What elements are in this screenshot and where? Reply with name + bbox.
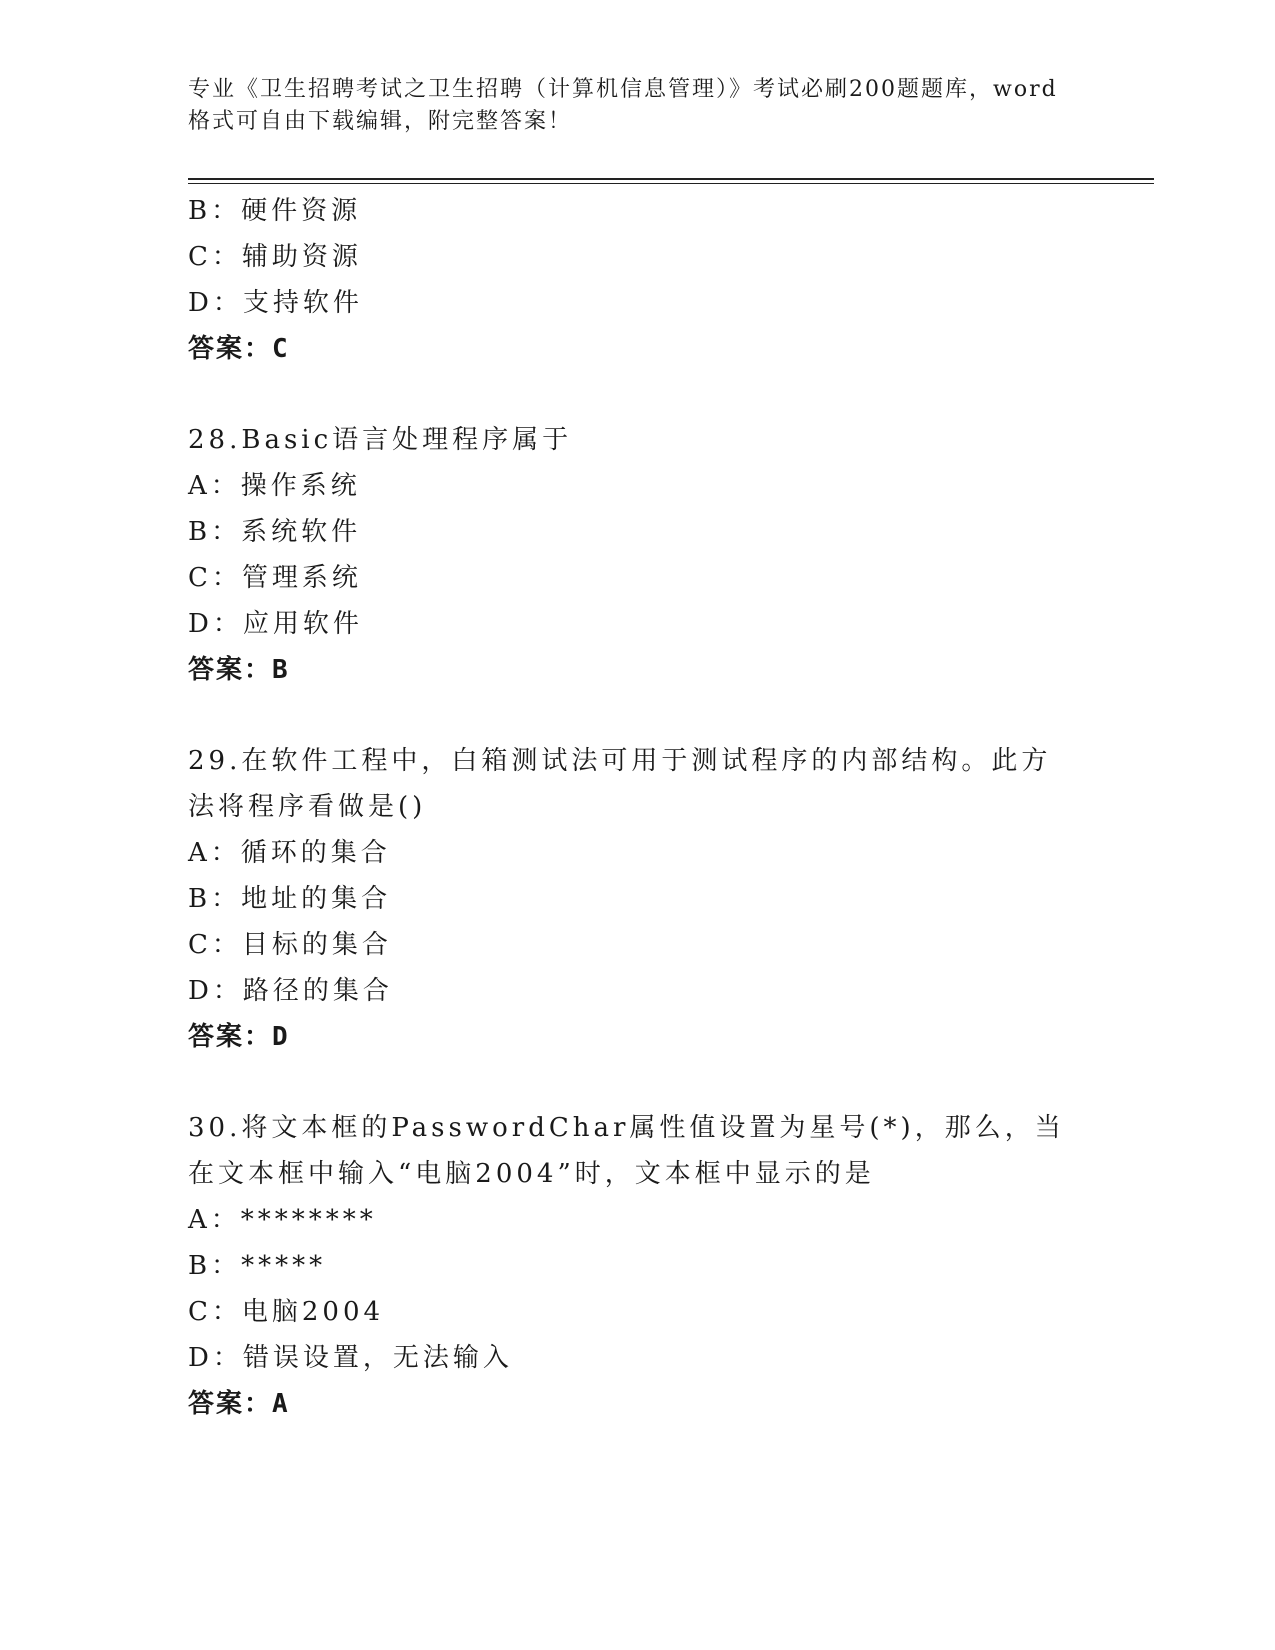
- document-header: [188, 74, 1088, 138]
- option-c: C：目标的集合: [188, 930, 392, 960]
- answer-label: 答案：: [188, 334, 273, 364]
- answer-value: B: [272, 655, 290, 685]
- option-b: B：系统软件: [188, 517, 362, 547]
- question-list: [188, 188, 1088, 1427]
- option-b: B：硬件资源: [188, 196, 362, 226]
- option-c: C：辅助资源: [188, 242, 362, 272]
- option-d: D：支持软件: [188, 288, 363, 318]
- header-line-1: 专业《卫生招聘考试之卫生招聘（计算机信息管理）》考试必刷200题题库，word: [188, 77, 1058, 102]
- header-rule-thick: [188, 178, 1154, 180]
- option-d: D：错误设置，无法输入: [188, 1343, 513, 1373]
- answer-value: D: [272, 1022, 290, 1052]
- answer-label: 答案：: [188, 1022, 273, 1052]
- answer-value: C: [272, 334, 290, 364]
- header-line-2: 格式可自由下载编辑，附完整答案！: [188, 109, 573, 134]
- option-a: A：********: [188, 1205, 377, 1235]
- question-text: 28.Basic语言处理程序属于: [188, 425, 573, 455]
- question-block-28: [188, 417, 1088, 693]
- option-a: A：操作系统: [188, 471, 361, 501]
- question-block-30: [188, 1105, 1088, 1427]
- option-d: D：路径的集合: [188, 976, 393, 1006]
- question-text: 30.将文本框的PasswordChar属性值设置为星号(*)，那么，当在文本框中输入“电脑2004”时，文本框中显示的是: [188, 1113, 1065, 1189]
- answer-line: [188, 1014, 1088, 1060]
- answer-label: 答案：: [188, 1389, 273, 1419]
- option-d: D：应用软件: [188, 609, 363, 639]
- option-b: B：*****: [188, 1251, 327, 1281]
- option-c: C：管理系统: [188, 563, 362, 593]
- answer-line: [188, 647, 1088, 693]
- answer-line: [188, 326, 1088, 372]
- option-b: B：地址的集合: [188, 884, 392, 914]
- question-block-partial: [188, 188, 1088, 372]
- header-rule-thin: [188, 183, 1154, 184]
- answer-value: A: [272, 1389, 290, 1419]
- question-text: 29.在软件工程中，白箱测试法可用于测试程序的内部结构。此方法将程序看做是(): [188, 746, 1052, 822]
- answer-label: 答案：: [188, 655, 273, 685]
- option-a: A：循环的集合: [188, 838, 391, 868]
- question-block-29: [188, 738, 1088, 1060]
- option-c: C：电脑2004: [188, 1297, 385, 1327]
- answer-line: [188, 1381, 1088, 1427]
